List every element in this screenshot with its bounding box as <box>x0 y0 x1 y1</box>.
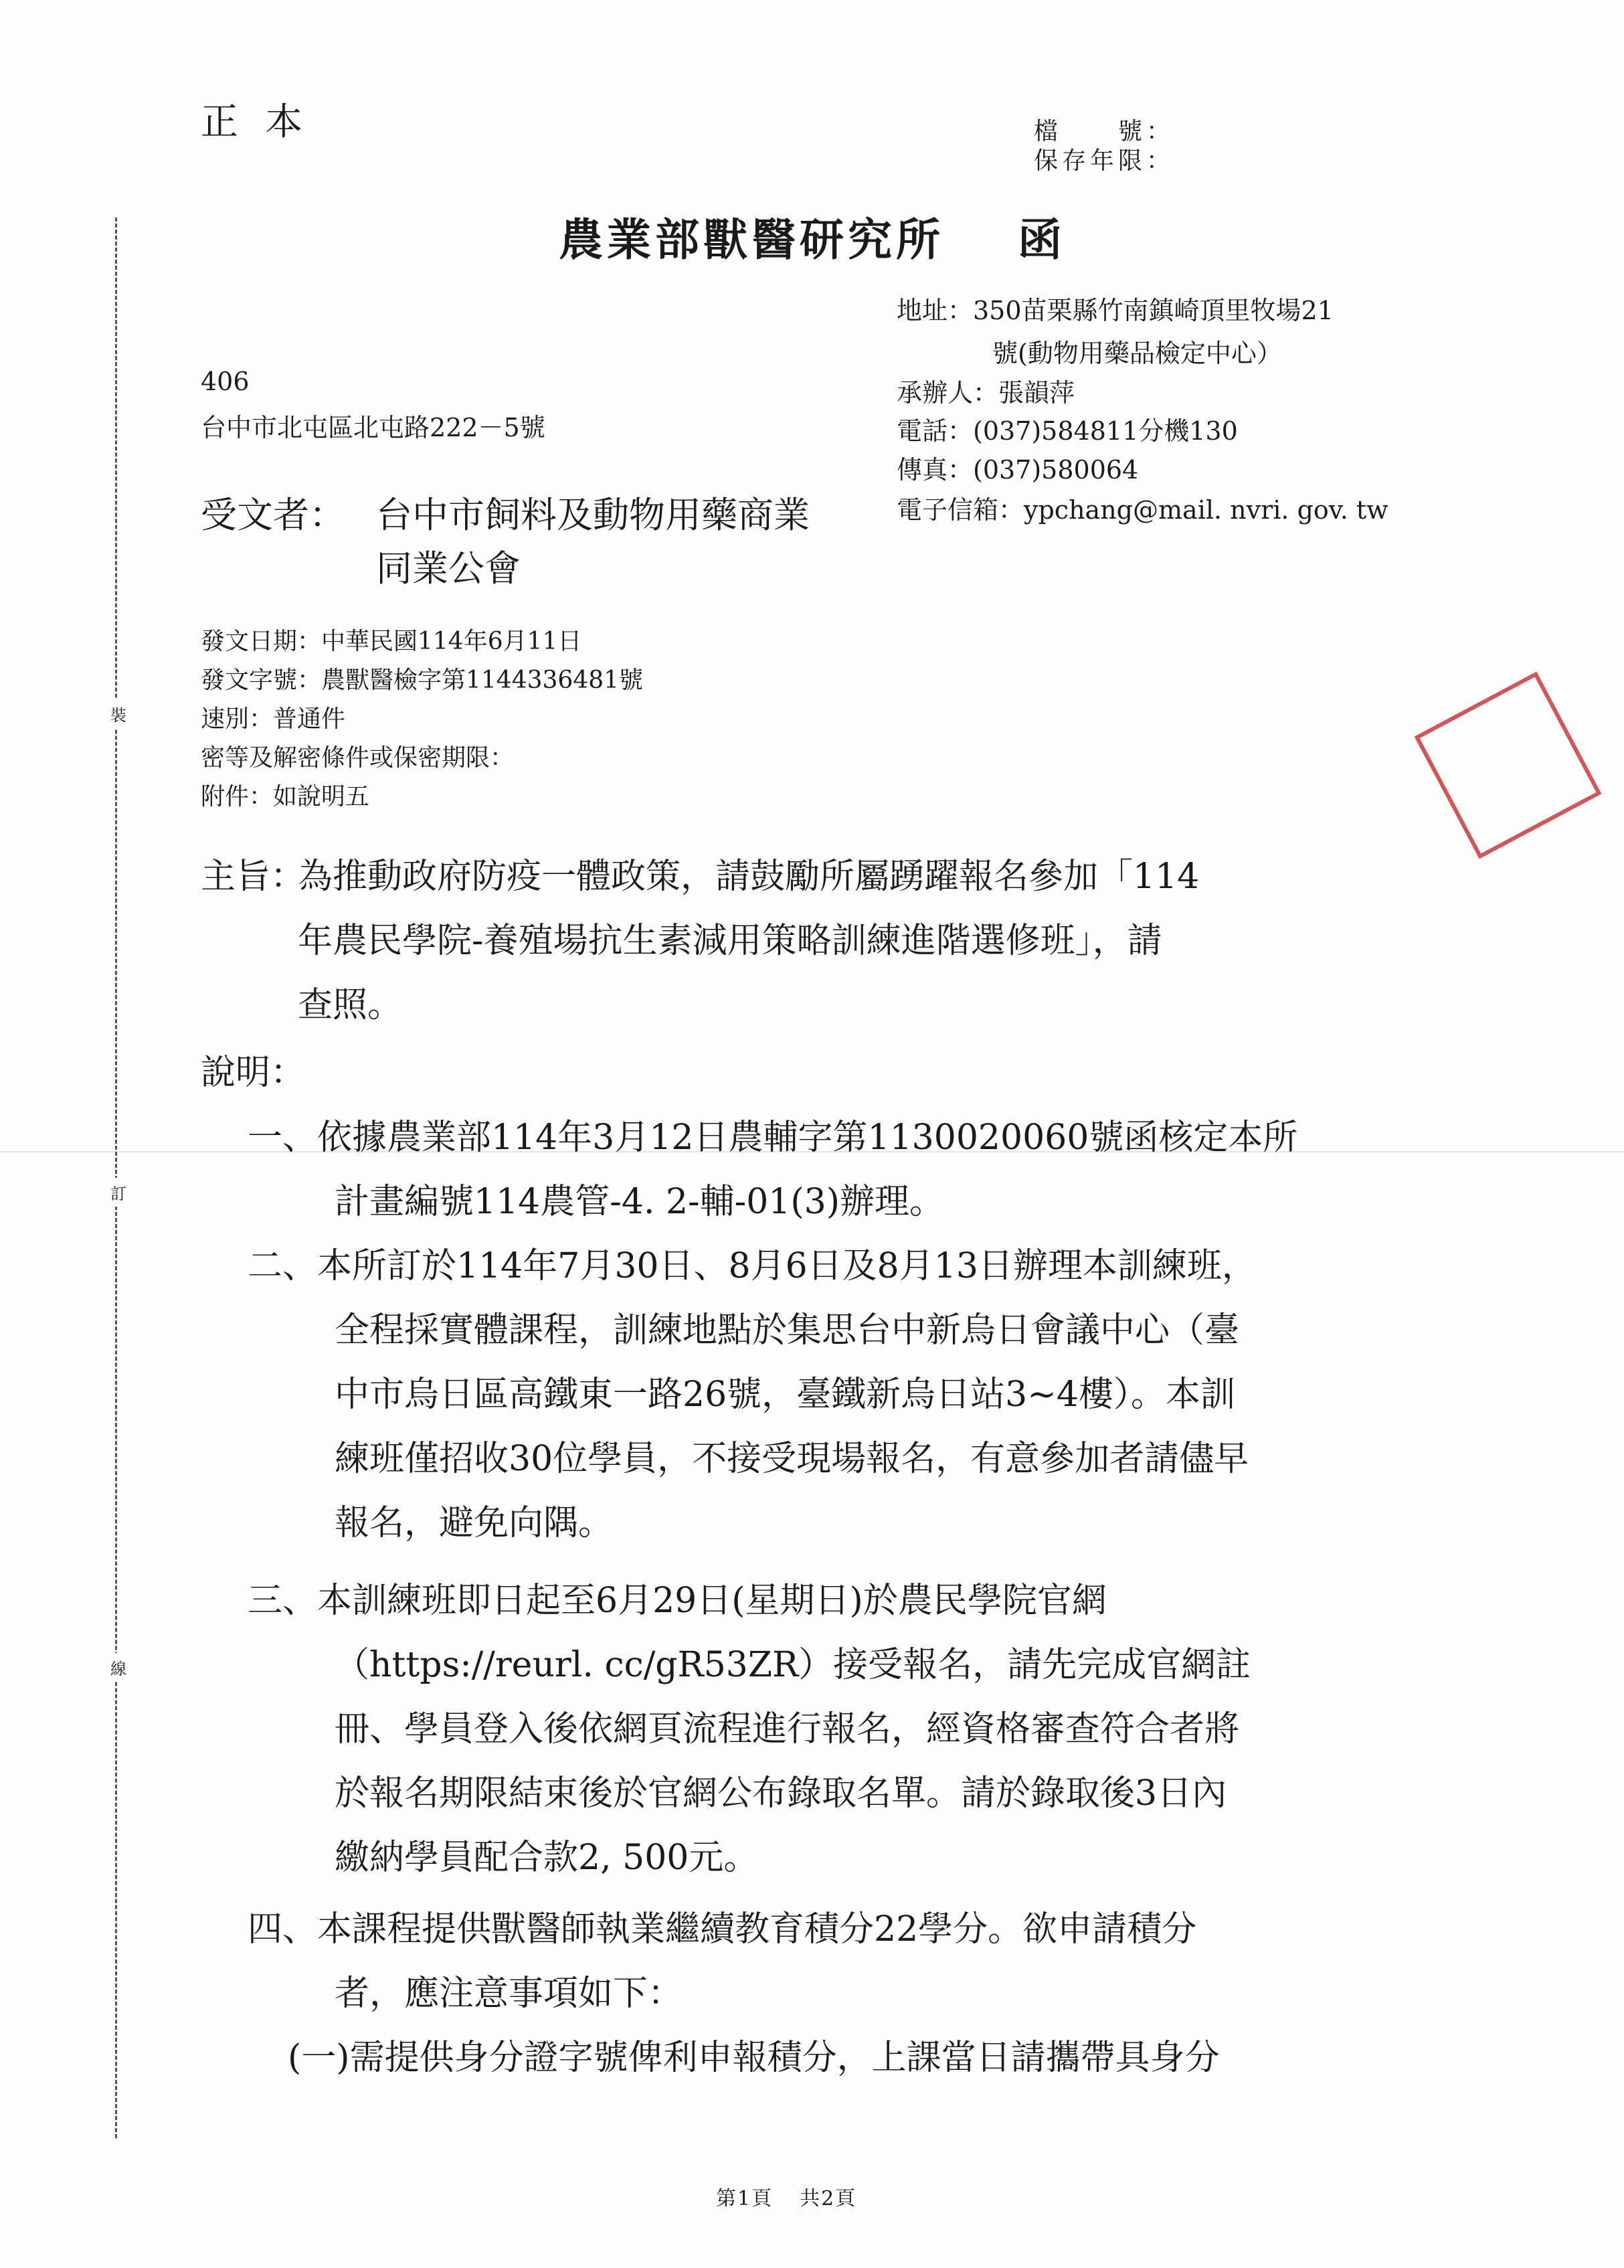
page-total: 共2頁 <box>800 2187 857 2210</box>
document-title <box>559 204 1066 268</box>
explanation-subitem-1-line-1: (一)需提供身分證字號俾利申報積分，上課當日請攜帶具身分 <box>288 2038 1220 2078</box>
explanation-item-3-line-1: 三、本訓練班即日起至6月29日(星期日)於農民學院官網 <box>248 1581 1107 1621</box>
copy-mark: 正本 <box>201 100 329 144</box>
recipient <box>201 489 810 596</box>
sender-address-line1: 地址：350苗栗縣竹南鎮崎頂里牧場21 <box>897 296 1334 325</box>
receiver-address: 台中市北屯區北屯路222－5號 <box>201 413 545 442</box>
sender-fax: 傳真：(037)580064 <box>897 455 1139 485</box>
explanation-item-1-line-2: 計畫編號114農管-4. 2-輔-01(3)辦理。 <box>335 1182 945 1222</box>
explanation-item-2-line-2: 全程採實體課程，訓練地點於集思台中新烏日會議中心（臺 <box>335 1310 1240 1350</box>
subject-line-1: 為推動政府防疫一體政策，請鼓勵所屬踴躍報名參加「114 <box>298 857 1200 897</box>
explanation-item-3-line-4: 於報名期限結束後於官網公布錄取名單。請於錄取後3日內 <box>335 1773 1227 1814</box>
binding-mark-zhuang: 裝 <box>110 699 126 728</box>
receiver-postal-code: 406 <box>201 367 250 396</box>
explanation-item-3-line-2: （https://reurl. cc/gR53ZR）接受報名，請先完成官網註 <box>335 1645 1251 1685</box>
security-level: 密等及解密條件或保密期限： <box>201 744 515 772</box>
explanation-item-4-line-2: 者，應注意事項如下： <box>335 1974 683 2014</box>
subject-label: 主旨： <box>201 857 306 897</box>
page-number: 第1頁 <box>716 2187 774 2210</box>
explanation-item-3-line-3: 冊、學員登入後依網頁流程進行報名，經資格審查符合者將 <box>335 1709 1240 1749</box>
recipient-name-line1: 台中市飼料及動物用藥商業 <box>376 494 810 536</box>
explanation-item-2-line-3: 中市烏日區高鐵東一路26號，臺鐵新烏日站3~4樓）。本訓 <box>335 1375 1235 1415</box>
explanation-item-2-line-1: 二、本所訂於114年7月30日、8月6日及8月13日辦理本訓練班， <box>248 1246 1257 1286</box>
explanation-item-3-line-5: 繳納學員配合款2, 500元。 <box>335 1838 759 1878</box>
explanation-item-1-line-1: 一、依據農業部114年3月12日農輔字第1130020060號函核定本所 <box>248 1118 1298 1158</box>
attachment-note: 附件：如說明五 <box>201 783 370 810</box>
file-number-label: 檔 號： <box>1034 118 1175 145</box>
delivery-speed: 速別：普通件 <box>201 705 346 733</box>
issue-number: 發文字號：農獸醫檢字第1144336481號 <box>201 667 644 694</box>
retention-label: 保存年限： <box>1034 147 1175 175</box>
recipient-name-line2: 同業公會 <box>376 547 521 590</box>
binding-mark-ding: 訂 <box>110 1178 126 1207</box>
explanation-label: 說明： <box>201 1053 306 1093</box>
recipient-label: 受文者： <box>201 494 345 536</box>
explanation-item-4-line-1: 四、本課程提供獸醫師執業繼續教育積分22學分。欲申請積分 <box>248 1909 1197 1949</box>
agency-name: 農業部獸醫研究所 <box>559 213 944 266</box>
binding-mark-xian: 線 <box>110 1653 126 1682</box>
subject-line-2: 年農民學院-養殖場抗生素減用策略訓練進階選修班」，請 <box>298 921 1162 961</box>
sender-address-line2: 號(動物用藥品檢定中心） <box>992 339 1282 368</box>
official-seal <box>1415 672 1602 859</box>
issue-date: 發文日期：中華民國114年6月11日 <box>201 628 582 655</box>
sender-contact: 承辦人：張韻萍 <box>897 378 1075 408</box>
sender-phone: 電話：(037)584811分機130 <box>897 416 1238 446</box>
explanation-item-2-line-4: 練班僅招收30位學員，不接受現場報名，有意參加者請儘早 <box>335 1439 1249 1479</box>
sender-email: 電子信箱：ypchang@mail. nvri. gov. tw <box>897 495 1388 525</box>
explanation-item-2-line-5: 報名，避免向隅。 <box>335 1503 614 1543</box>
document-type: 函 <box>1018 213 1066 266</box>
subject-line-3: 查照。 <box>298 985 403 1025</box>
page-footer <box>716 2182 856 2211</box>
